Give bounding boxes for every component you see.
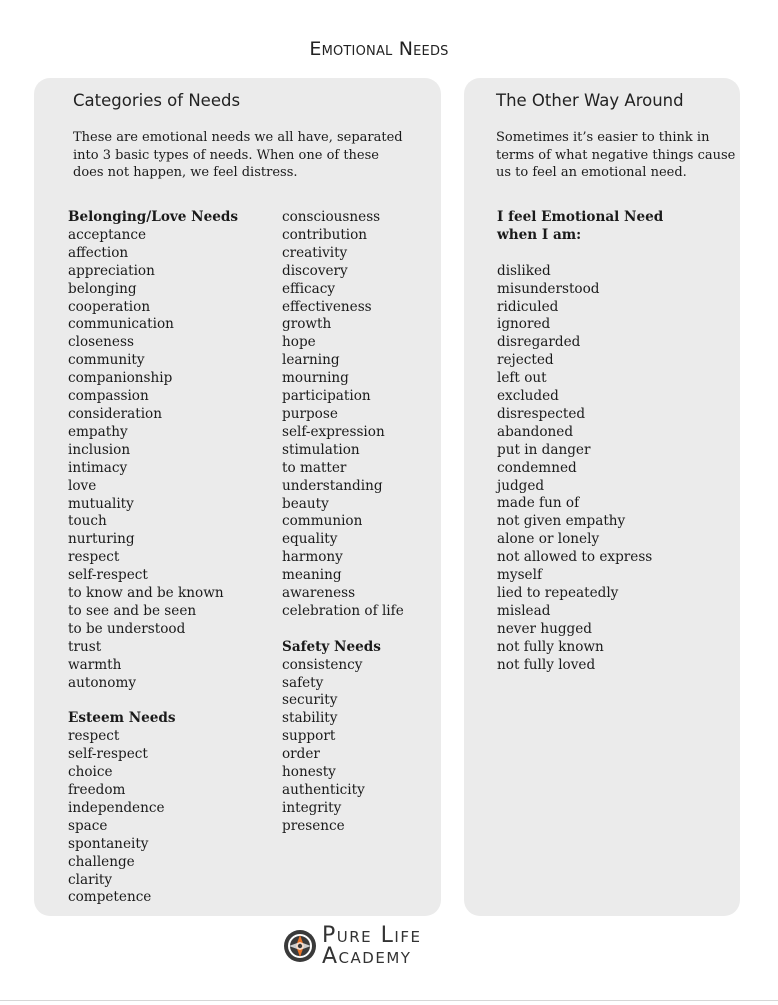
- esteem-heading: Esteem Needs: [68, 710, 176, 727]
- feeling-item: disrespected: [497, 405, 586, 422]
- esteem-need-item: awareness: [282, 585, 356, 602]
- belonging-need-item: acceptance: [68, 226, 147, 243]
- belonging-need-item: community: [68, 352, 145, 369]
- belonging-list: [68, 227, 238, 693]
- esteem-need-item: challenge: [68, 853, 135, 870]
- belonging-need-item: communication: [68, 316, 174, 333]
- feelings-list: [497, 263, 663, 675]
- categories-panel: [34, 78, 441, 916]
- belonging-need-item: belonging: [68, 280, 137, 297]
- safety-heading: Safety Needs: [282, 638, 381, 655]
- esteem-need-item: choice: [68, 764, 113, 781]
- belonging-need-item: empathy: [68, 423, 128, 440]
- safety-need-item: stability: [282, 710, 338, 727]
- belonging-need-item: nurturing: [68, 531, 135, 548]
- belonging-need-item: appreciation: [68, 262, 155, 279]
- feeling-item: disliked: [497, 262, 551, 279]
- esteem-need-item: self-expression: [282, 423, 385, 440]
- bottom-divider: [0, 1000, 778, 1001]
- other-way-heading: The Other Way Around: [496, 91, 684, 110]
- esteem-need-item: efficacy: [282, 280, 336, 297]
- feeling-item: made fun of: [497, 495, 580, 512]
- belonging-need-item: touch: [68, 513, 107, 530]
- other-way-panel: [464, 78, 740, 916]
- belonging-need-item: trust: [68, 638, 102, 655]
- esteem-need-item: hope: [282, 334, 316, 351]
- belonging-need-item: respect: [68, 549, 120, 566]
- belonging-need-item: to be understood: [68, 620, 186, 637]
- belonging-need-item: affection: [68, 244, 129, 261]
- categories-intro: These are emotional needs we all have, separated into 3 basic types of needs. When one of these does not happen, we feel distress.: [73, 130, 403, 180]
- feeling-item: left out: [497, 370, 547, 387]
- feeling-item: not allowed to express: [497, 549, 653, 566]
- belonging-need-item: closeness: [68, 334, 134, 351]
- esteem-need-item: equality: [282, 531, 338, 548]
- safety-need-item: safety: [282, 674, 324, 691]
- feeling-item: ridiculed: [497, 298, 559, 315]
- esteem-need-item: mourning: [282, 370, 349, 387]
- feeling-item: condemned: [497, 459, 577, 476]
- safety-need-item: support: [282, 728, 336, 745]
- esteem-need-item: effectiveness: [282, 298, 372, 315]
- feeling-item: abandoned: [497, 423, 574, 440]
- esteem-need-item: purpose: [282, 405, 338, 422]
- safety-need-item: authenticity: [282, 781, 365, 798]
- esteem-need-item: meaning: [282, 567, 342, 584]
- belonging-love-heading: Belonging/Love Needs: [68, 209, 239, 225]
- feeling-item: not given empathy: [497, 513, 626, 530]
- belonging-need-item: compassion: [68, 388, 149, 405]
- esteem-need-item: celebration of life: [282, 602, 404, 619]
- safety-need-item: security: [282, 692, 338, 709]
- esteem-need-item: clarity: [68, 871, 113, 888]
- belonging-need-item: to see and be seen: [68, 602, 197, 619]
- esteem-need-item: freedom: [68, 781, 126, 798]
- esteem-need-item: communion: [282, 513, 363, 530]
- esteem-need-item: self-respect: [68, 746, 148, 763]
- feel-need-heading-line2: when I am:: [497, 226, 582, 243]
- esteem-need-item: competence: [68, 889, 152, 906]
- safety-need-item: integrity: [282, 799, 342, 816]
- belonging-need-item: warmth: [68, 656, 122, 673]
- feelings-column: [497, 209, 663, 675]
- feeling-item: lied to repeatedly: [497, 585, 619, 602]
- feeling-item: rejected: [497, 352, 554, 369]
- needs-column-2: [282, 209, 404, 836]
- esteem-need-item: creativity: [282, 244, 348, 261]
- belonging-need-item: to know and be known: [68, 585, 224, 602]
- categories-heading: Categories of Needs: [73, 91, 241, 110]
- esteem-need-item: beauty: [282, 495, 329, 512]
- needs-column-1: [68, 209, 238, 907]
- feeling-item: excluded: [497, 388, 559, 405]
- page-title: Emotional Needs: [309, 38, 449, 60]
- belonging-need-item: mutuality: [68, 495, 134, 512]
- esteem-need-item: harmony: [282, 549, 343, 566]
- esteem-need-item: stimulation: [282, 441, 360, 458]
- feeling-item: put in danger: [497, 441, 591, 458]
- esteem-need-item: understanding: [282, 477, 383, 494]
- belonging-need-item: consideration: [68, 405, 162, 422]
- feeling-item: never hugged: [497, 620, 593, 637]
- esteem-need-item: consciousness: [282, 209, 381, 225]
- feeling-item: myself: [497, 567, 542, 584]
- feeling-item: alone or lonely: [497, 531, 600, 548]
- belonging-need-item: autonomy: [68, 674, 137, 691]
- esteem-need-item: contribution: [282, 226, 368, 243]
- belonging-need-item: self-respect: [68, 567, 148, 584]
- logo-line-2: Academy: [322, 944, 412, 969]
- safety-need-item: order: [282, 746, 320, 763]
- belonging-need-item: companionship: [68, 370, 173, 387]
- esteem-need-item: spontaneity: [68, 835, 149, 852]
- safety-list: [282, 657, 404, 836]
- logo-line-1: Pure Life: [322, 923, 422, 948]
- esteem-need-item: learning: [282, 352, 340, 369]
- other-way-intro: Sometimes it’s easier to think in terms of what negative things cause us to feel an emotional need.: [496, 130, 736, 180]
- esteem-need-item: growth: [282, 316, 332, 333]
- safety-need-item: consistency: [282, 656, 363, 673]
- feel-need-heading-line1: I feel Emotional Need: [497, 209, 664, 225]
- feeling-item: misunderstood: [497, 280, 600, 297]
- safety-need-item: honesty: [282, 764, 336, 781]
- logo-wordmark: [322, 925, 421, 967]
- esteem-need-item: participation: [282, 388, 371, 405]
- compass-logo-icon: [282, 928, 318, 964]
- feeling-item: not fully known: [497, 638, 604, 655]
- belonging-need-item: love: [68, 477, 97, 494]
- feeling-item: ignored: [497, 316, 551, 333]
- feeling-item: mislead: [497, 602, 551, 619]
- esteem-need-item: discovery: [282, 262, 348, 279]
- esteem-continued-list: [282, 209, 404, 621]
- belonging-need-item: intimacy: [68, 459, 128, 476]
- safety-need-item: presence: [282, 817, 345, 834]
- esteem-list: [68, 728, 238, 907]
- esteem-need-item: to matter: [282, 459, 347, 476]
- esteem-need-item: independence: [68, 799, 165, 816]
- feeling-item: not fully loved: [497, 656, 596, 673]
- belonging-need-item: inclusion: [68, 441, 131, 458]
- pure-life-academy-logo: [282, 924, 482, 970]
- feeling-item: disregarded: [497, 334, 581, 351]
- esteem-need-item: space: [68, 817, 108, 834]
- feeling-item: judged: [497, 477, 545, 494]
- belonging-need-item: cooperation: [68, 298, 151, 315]
- esteem-need-item: respect: [68, 728, 120, 745]
